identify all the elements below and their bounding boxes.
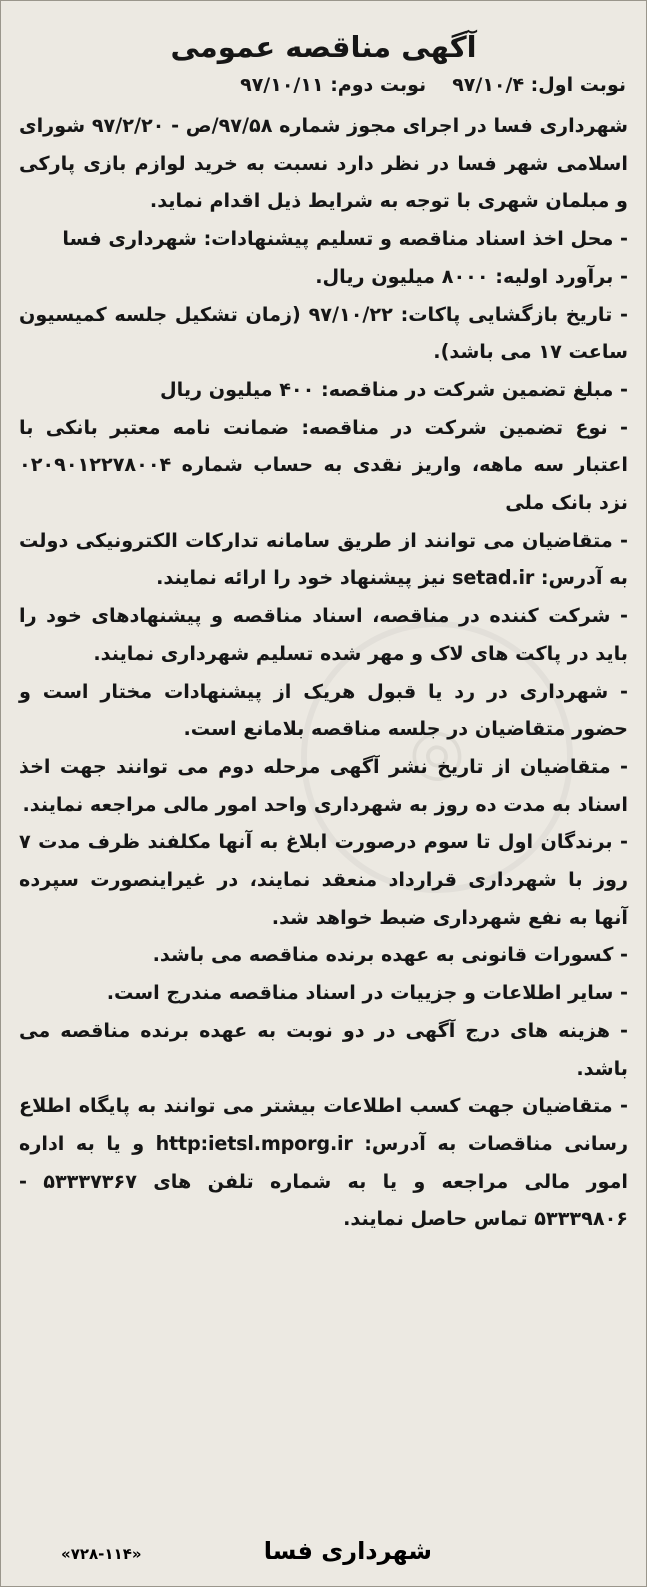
notice-footer xyxy=(19,1533,628,1573)
first-round-date: نوبت اول: ۹۷/۱۰/۴ xyxy=(452,74,626,96)
clause-initial-estimate: - برآورد اولیه: ۸۰۰۰ میلیون ریال. xyxy=(315,264,628,288)
intro-paragraph: شهرداری فسا در اجرای مجوز شماره ۹۷/۵۸/ص - ۹۷/۲/۲۰ شورای اسلامی شهر فسا در نظر دارد نسبت به خرید لوازم بازی پارکی و مبلمان شهری با توجه به شرایط ذیل اقدام نماید. xyxy=(19,114,628,213)
signature: شهرداری فسا xyxy=(263,1537,432,1565)
second-round-date: نوبت دوم: ۹۷/۱۰/۱۱ xyxy=(240,74,427,96)
clause-winners-contract: - برندگان اول تا سوم درصورت ابلاغ به آنها مکلفند ظرف مدت ۷ روز با شهرداری قرارداد منعقد نمایند، در غیراینصورت سپرده آنها به نفع شهرداری ضبط خواهد شد. xyxy=(19,830,628,929)
publication-dates xyxy=(19,71,628,107)
clause-other-details: - سایر اطلاعات و جزییات در اسناد مناقصه مندرج است. xyxy=(106,981,628,1005)
clause-ad-costs: - هزینه های درج آگهی در دو نوبت به عهده برنده مناقصه می باشد. xyxy=(19,1018,628,1080)
ad-code: «۷۲۸-۱۱۴» xyxy=(61,1545,142,1563)
clause-more-information: - متقاضیان جهت کسب اطلاعات بیشتر می توانند به پایگاه اطلاع رسانی مناقصات به آدرس: http:ietsl.mporg.ir و یا به اداره امور مالی مراجعه و یا به شماره تلفن های ۵۳۳۳۷۳۶۷ - ۵۳۳۳۹۸۰۶ تماس حاصل نمایند. xyxy=(19,1094,629,1231)
faded-stamp-watermark: ◎ xyxy=(283,603,590,910)
notice-body xyxy=(19,107,628,1238)
clause-setad-submission: - متقاضیان می توانند از طریق سامانه تدارکات الکترونیکی دولت به آدرس: setad.ir نیز پیشنهاد خود را ارائه نمایند. xyxy=(19,528,628,590)
clause-document-location: - محل اخذ اسناد مناقصه و تسلیم پیشنهادات: شهرداری فسا xyxy=(62,227,628,251)
clause-opening-date: - تاریخ بازگشایی پاکات: ۹۷/۱۰/۲۲ (زمان تشکیل جلسه کمیسیون ساعت ۱۷ می باشد). xyxy=(19,302,628,364)
clause-municipality-rights: - شهرداری در رد یا قبول هریک از پیشنهادات مختار است و حضور متقاضیان در جلسه مناقصه بلامانع است. xyxy=(19,679,628,741)
notice-title: آگهی مناقصه عمومی xyxy=(170,30,477,64)
notice-content xyxy=(1,27,646,1238)
clause-guarantee-type: - نوع تضمین شرکت در مناقصه: ضمانت نامه معتبر بانکی با اعتبار سه ماهه، واریز نقدی به حساب شماره ۰۲۰۹۰۱۲۲۷۸۰۰۴ نزد بانک ملی xyxy=(19,415,628,515)
clause-legal-deductions: - کسورات قانونی به عهده برنده مناقصه می باشد. xyxy=(152,943,628,967)
clause-sealed-envelopes: - شرکت کننده در مناقصه، اسناد مناقصه و پیشنهادهای خود را باید در پاکت های لاک و مهر شده تسلیم شهرداری نمایند. xyxy=(19,604,628,665)
clause-guarantee-amount: - مبلغ تضمین شرکت در مناقصه: ۴۰۰ میلیون ریال xyxy=(159,377,628,401)
clause-document-collection: - متقاضیان از تاریخ نشر آگهی مرحله دوم می توانند جهت اخذ اسناد به مدت ده روز به شهرداری واحد امور مالی مراجعه نمایند. xyxy=(19,754,628,816)
